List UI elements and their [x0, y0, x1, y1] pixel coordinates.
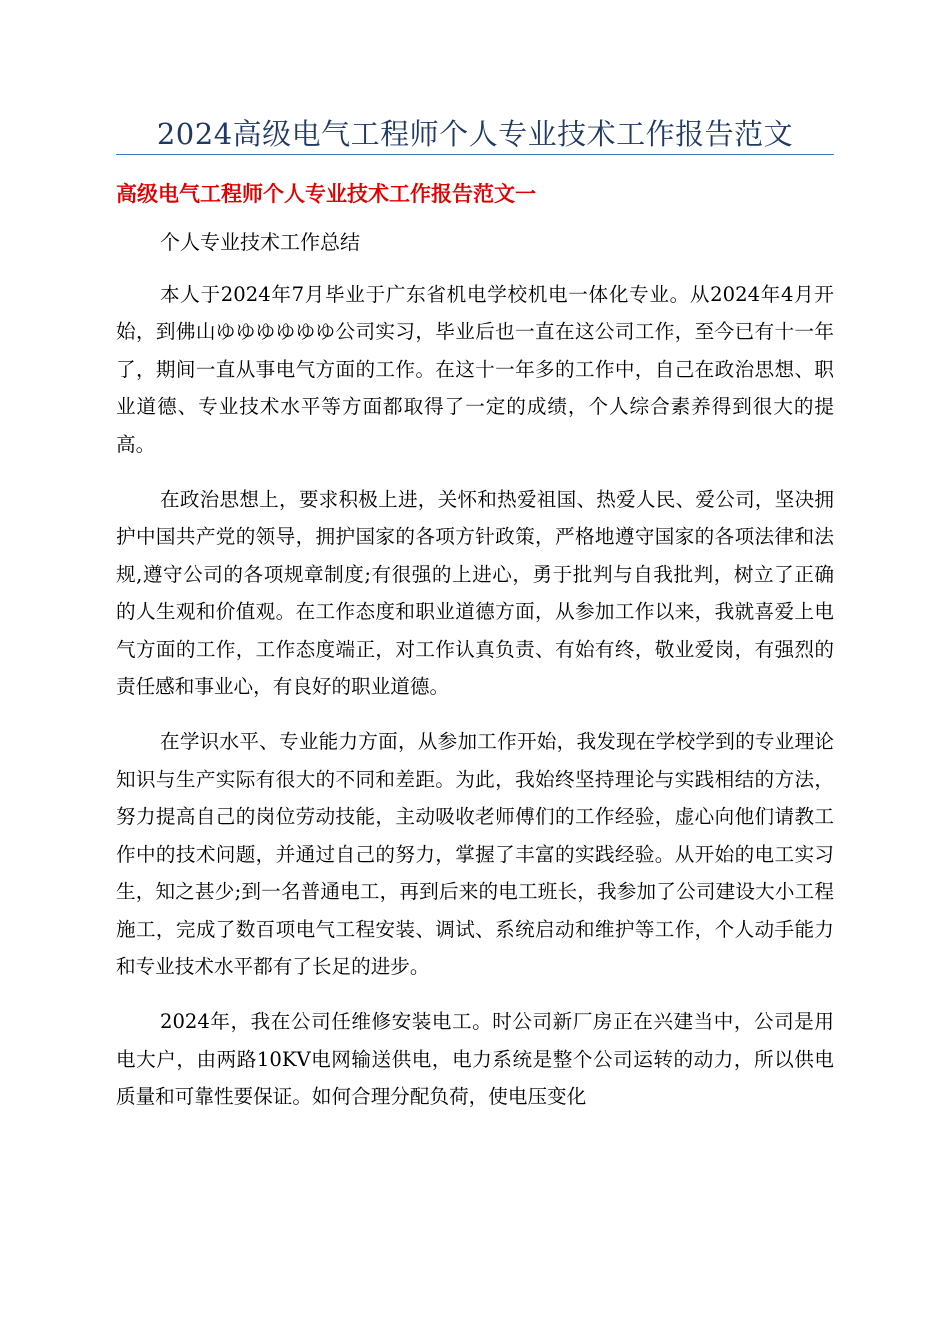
paragraph: 2024年，我在公司任维修安装电工。时公司新厂房正在兴建当中，公司是用电大户，由两路10KV电网输送供电，电力系统是整个公司运转的动力，所以供电质量和可靠性要保证。如何合理分配负荷，使电压变化: [116, 1010, 834, 1109]
paragraph: 本人于2024年7月毕业于广东省机电学校机电一体化专业。从2024年4月开始，到佛山ゆゆゆゆゆゆ公司实习，毕业后也一直在这公司工作，至今已有十一年了，期间一直从事电气方面的工作。在这十一年多的工作中，自己在政治思想、职业道德、专业技术水平等方面都取得了一定的成绩，个人综合素养得到很大的提高。: [116, 283, 834, 456]
paragraph: 在学识水平、专业能力方面，从参加工作开始，我发现在学校学到的专业理论知识与生产实际有很大的不同和差距。为此，我始终坚持理论与实践相结的方法，努力提高自己的岗位劳动技能，主动吸收老师傅们的工作经验，虚心向他们请教工作中的技术问题，并通过自己的努力，掌握了丰富的实践经验。从开始的电工实习生，知之甚少;到一名普通电工，再到后来的电工班长，我参加了公司建设大小工程施工，完成了数百项电气工程安装、调试、系统启动和维护等工作，个人动手能力和专业技术水平都有了长足的进步。: [116, 730, 834, 978]
document-body: [116, 276, 834, 1134]
paragraph: 在政治思想上，要求积极上进，关怀和热爱祖国、热爱人民、爱公司，坚决拥护中国共产党的领导，拥护国家的各项方针政策，严格地遵守国家的各项法律和法规,遵守公司的各项规章制度;有很强的上进心，勇于批判与自我批判，树立了正确的人生观和价值观。在工作态度和职业道德方面，从参加工作以来，我就喜爱上电气方面的工作，工作态度端正，对工作认真负责、有始有终，敬业爱岗，有强烈的责任感和事业心，有良好的职业道德。: [116, 488, 834, 699]
section-label: 个人专业技术工作总结: [160, 230, 360, 254]
document-title: 2024高级电气工程师个人专业技术工作报告范文: [156, 117, 794, 151]
title-underline: [116, 154, 834, 155]
section-heading: 高级电气工程师个人专业技术工作报告范文一: [116, 182, 536, 206]
